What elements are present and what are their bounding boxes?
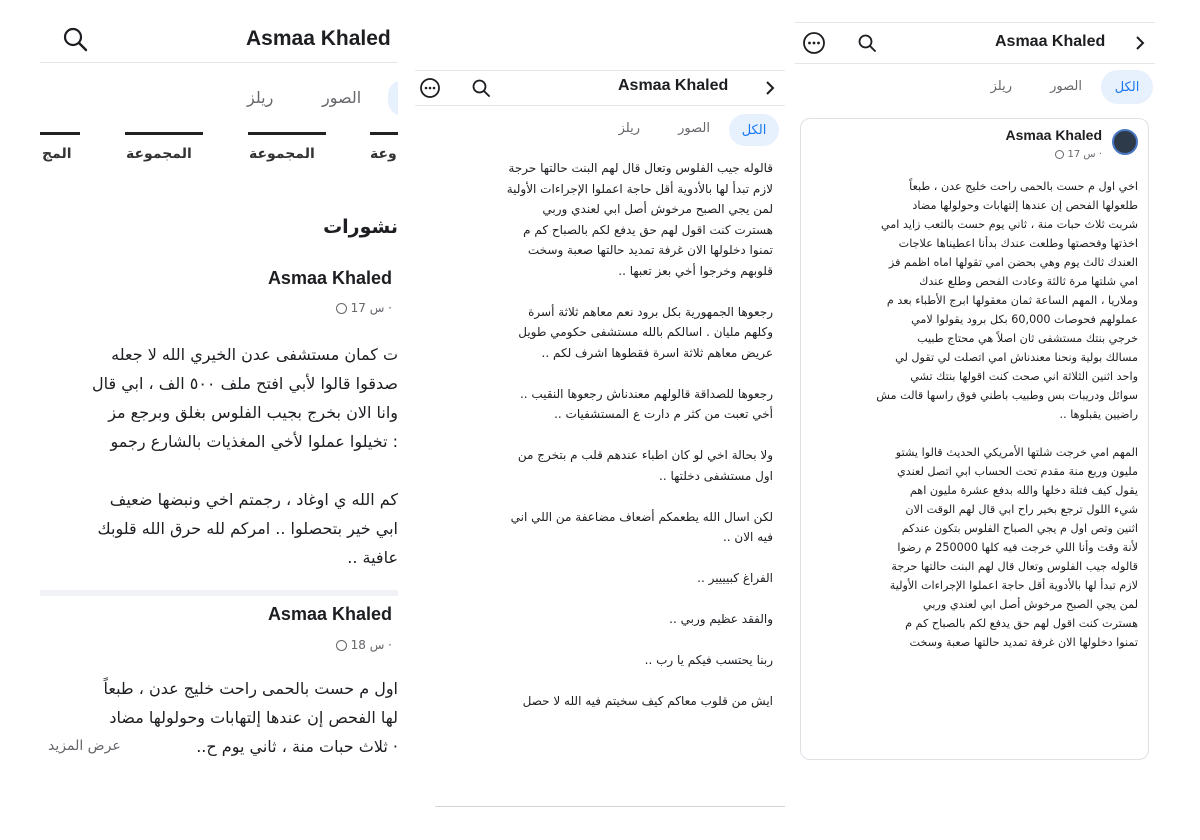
profile-name-title: Asmaa Khaled bbox=[995, 33, 1106, 50]
more-options-icon[interactable] bbox=[419, 77, 441, 99]
globe-icon bbox=[336, 303, 347, 314]
tab-photos[interactable]: الصور bbox=[322, 88, 362, 107]
post-time: 18 س · bbox=[350, 638, 392, 652]
group-item[interactable]: المج bbox=[42, 146, 72, 162]
search-icon[interactable] bbox=[62, 26, 88, 52]
post-card bbox=[40, 258, 398, 583]
tab-all[interactable]: الكل bbox=[1101, 70, 1153, 104]
post-meta bbox=[1055, 149, 1102, 160]
search-icon[interactable] bbox=[857, 33, 877, 53]
globe-icon bbox=[336, 640, 347, 651]
profile-screenshot-3 bbox=[795, 0, 1155, 770]
post-meta bbox=[336, 301, 392, 315]
post-author[interactable]: Asmaa Khaled bbox=[1005, 127, 1102, 143]
profile-name-title: Asmaa Khaled bbox=[618, 77, 729, 94]
tab-reels[interactable]: ريلز bbox=[247, 88, 274, 107]
profile-screenshot-2 bbox=[415, 0, 785, 815]
post-meta bbox=[336, 638, 392, 652]
tab-photos[interactable]: الصور bbox=[1050, 79, 1082, 94]
see-more-link[interactable]: عرض المزيد bbox=[48, 738, 121, 754]
top-bar bbox=[795, 22, 1155, 64]
top-bar bbox=[415, 70, 785, 106]
search-icon[interactable] bbox=[471, 78, 491, 98]
tab-reels[interactable]: ريلز bbox=[990, 79, 1012, 94]
chevron-right-icon[interactable] bbox=[765, 80, 775, 96]
tab-all-partial[interactable] bbox=[388, 80, 398, 116]
top-bar bbox=[40, 18, 398, 63]
post-time: 17 س · bbox=[350, 301, 392, 315]
post-text: ت كمان مستشفى عدن الخيري الله لا جعله صدقوا قالوا لأبي افتح ملف ٥٠٠ الف ، ابي قال وانا الان بخرج بجيب الفلوس بغلق وبرجع مز : تخيلوا عملوا لأخي المغذيات بالشارع رجمو كم الله ي اوغاد ، رجمتم اخي ونبضها ضعيف ابي خير بتحصلوا .. امركم لله حرق الله قلوبك عافية .. bbox=[91, 345, 398, 567]
avatar[interactable] bbox=[1112, 129, 1138, 155]
post-text: قالوله جيب الفلوس وتعال قال لهم البنت حالتها حرجة لازم تبدأ لها بالأدوية أقل حاجة اعملوا الإجراءات الأولية لمن يجي الصبح مرخوش أصل ابي لعندي وربي هسترت كنت اقول لهم حق يدفع لكم بالصباح كم م تمنوا دخلولها الان غرفة تمديد حالتها صعبة وسخت قلوبهم وخرجوا أخي بعز تعبها .. رجعوها الجمهورية بكل برود نعم معاهم ثلاثة أسرة وكلهم مليان . اسالكم بالله مستشفى حكومي طويل عريض معاهم ثلاثة اسرة فقطوها اشرف لكم .. رجعوها للصداقة قالولهم معندناش رجعوها النقيب .. أخي تعبت من كثر م دارت ع المستشفيات .. ولا بحالة اخي لو كان اطباء عندهم قلب م بتخرج من اول مستشفى دخلتها .. لكن اسال الله يطعمكم أضعاف مضاعفة من اللي اني فيه الان .. الفراغ كبيييير .. والفقد عظيم وربي .. ربنا يحتسب فيكم يا رب .. ايش من قلوب معاكم كيف سخيتم فيه الله لا حصل bbox=[506, 161, 773, 708]
tab-all[interactable]: الكل bbox=[729, 114, 779, 146]
groups-strip bbox=[40, 132, 398, 172]
post-card bbox=[800, 118, 1149, 760]
group-item[interactable]: وعة bbox=[370, 146, 397, 162]
group-item[interactable]: المجموعة bbox=[249, 146, 315, 162]
tab-reels[interactable]: ريلز bbox=[618, 121, 640, 136]
more-options-icon[interactable] bbox=[802, 31, 826, 55]
group-item[interactable]: المجموعة bbox=[126, 146, 192, 162]
profile-screenshot-1 bbox=[40, 0, 398, 840]
profile-name-title: Asmaa Khaled bbox=[246, 27, 391, 50]
tab-photos[interactable]: الصور bbox=[678, 121, 710, 136]
post-text: اخي اول م حست بالحمى راحت خليج عدن ، طبعاً طلعولها الفحص إن عندها إلتهابات وحولولها مضاد شربت ثلاث حبات منة ، ثاني يوم حست بالتعب زايد امي اخذتها وفحصتها وطلعت عندك بدأنا اعطيناها علاجات العندك ثالث يوم وهي بحضن امي تقولها اماه اظمم فز امي شلتها مرة ثالثة وعادت الفحص وطلع عندك وملاريا ، المهم الساعة ثمان معقولها ابرج الأطباء بعد م عملولهم فحوصات 60,000 بكل برود يقولوا لامي خرجي بنتك مستشفى ثان اصلاً هي محتاج طبيب مسالك بولية ونحنا معندناش امي اتصلت لي تقول لي واحد اثنين الثلاثة اني صحت كنت اقولها بنتك تشي سوائل ودريبات بس وطبيب باطني فوق راسها قالت مش راضيين يقبلوها .. المهم امي خرجت شلتها الأمريكي الحديث قالوا يشتو مليون وربع منة مقدم تحت الحساب ابي اتصل لعندي يقول كيف فتلة دخلها والله بدفع عشرة مليون اهم شيء اللول ترجع بخير راح ابي قال لهم الوقت الان اثنين وتص اول م يجي الصباح الفلوس بتكون عندكم لأنة وقت وأنا اللي خرجت فيه كلها 250000 م رضوا قالوله جيب الفلوس وتعال قال لهم البنت حالتها حرجة لازم تبدأ لها بالأدوية أقل حاجة اعملوا الإجراءات الأولية لمن يجي الصبح مرخوش أصل ابي لعندي وربي هسترت كنت اقول لهم حق يدفع لكم بالصباح كم م تمنوا دخلولها الان غرفة تمديد حالتها صعبة وسخت bbox=[876, 180, 1138, 649]
post-author[interactable]: Asmaa Khaled bbox=[267, 604, 392, 624]
post-card bbox=[40, 596, 398, 840]
posts-heading: نشورات bbox=[323, 216, 398, 238]
post-text: اول م حست بالحمى راحت خليج عدن ، طبعاً لها الفحص إن عندها إلتهابات وحولولها مضاد · ثلاث حبات منة ، ثاني يوم ح.. bbox=[103, 679, 398, 756]
chevron-right-icon[interactable] bbox=[1135, 35, 1145, 51]
bottom-divider bbox=[435, 806, 785, 807]
post-time: 17 س · bbox=[1067, 149, 1102, 160]
post-author[interactable]: Asmaa Khaled bbox=[267, 268, 392, 288]
globe-icon bbox=[1055, 150, 1064, 159]
